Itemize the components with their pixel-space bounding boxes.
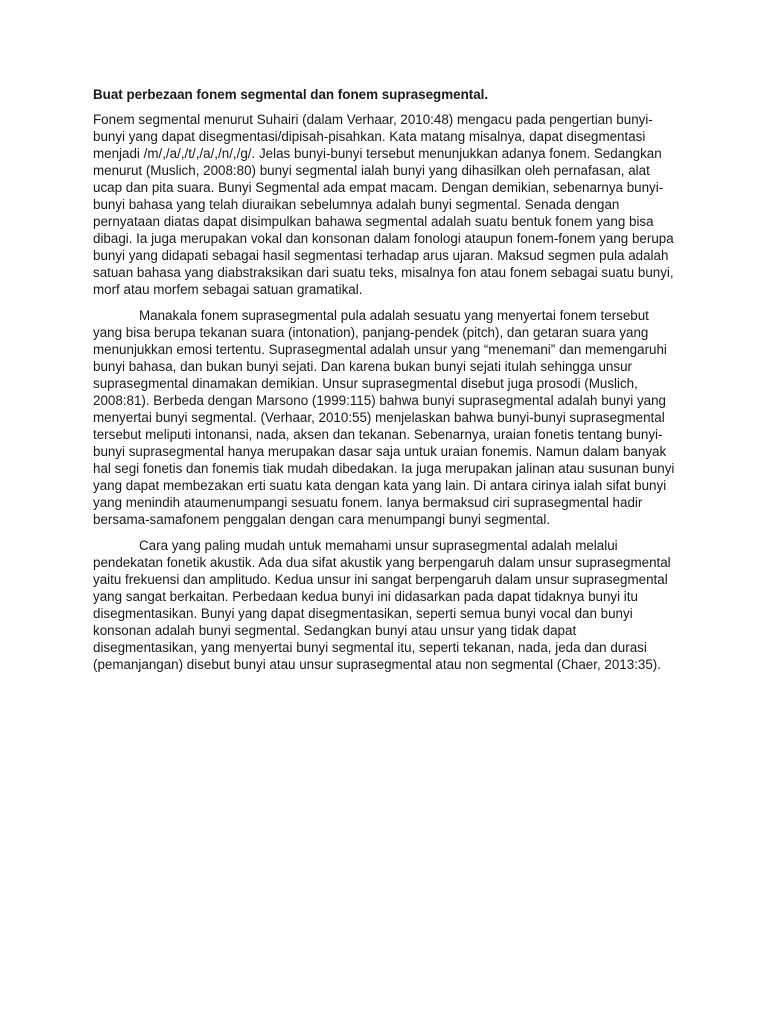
document-page: [93, 86, 675, 682]
paragraph-fonem-segmental: Fonem segmental menurut Suhairi (dalam Verhaar, 2010:48) mengacu pada pengertian bunyi-bunyi yang dapat disegmentasi/dipisah-pisahkan. Kata matang misalnya, dapat disegmentasi menjadi /m/,/a/,/t/,/a/,/n/,/g/. Jelas bunyi-bunyi tersebut menunjukkan adanya fonem. Sedangkan menurut (Muslich, 2008:80) bunyi segmental ialah bunyi yang dihasilkan oleh pernafasan, alat ucap dan pita suara. Bunyi Segmental ada empat macam. Dengan demikian, sebenarnya bunyi-bunyi bahasa yang telah diuraikan sebelumnya adalah bunyi segmental. Senada dengan pernyataan diatas dapat disimpulkan bahawa segmental adalah suatu bentuk fonem yang bisa dibagi. Ia juga merupakan vokal dan konsonan dalam fonologi ataupun fonem-fonem yang berupa bunyi yang didapati sebagai hasil segmentasi terhadap arus ujaran. Maksud segmen pula adalah satuan bahasa yang diabstraksikan dari suatu teks, misalnya fon atau fonem sebagai suatu bunyi, morf atau morfem sebagai satuan gramatikal.: [93, 112, 674, 297]
paragraph-fonem-suprasegmental: Manakala fonem suprasegmental pula adalah sesuatu yang menyertai fonem tersebut yang bisa berupa tekanan suara (intonation), panjang-pendek (pitch), dan getaran suara yang menunjukkan emosi tertentu. Suprasegmental adalah unsur yang “menemani” dan memengaruhi bunyi bahasa, dan bukan bunyi sejati. Dan karena bukan bunyi sejati itulah sehingga unsur suprasegmental dinamakan demikian. Unsur suprasegmental disebut juga prosodi (Muslich, 2008:81). Berbeda dengan Marsono (1999:115) bahwa bunyi suprasegmental adalah bunyi yang menyertai bunyi segmental. (Verhaar, 2010:55) menjelaskan bahwa bunyi-bunyi suprasegmental tersebut meliputi intonansi, nada, aksen dan tekanan. Sebenarnya, uraian fonetis tentang bunyi-bunyi suprasegmental hanya merupakan dasar saja untuk uraian fonemis. Namun dalam banyak hal segi fonetis dan fonemis tiak mudah dibedakan. Ia juga merupakan jalinan atau susunan bunyi yang dapat membezakan erti suatu kata dengan kata yang lain. Di antara cirinya ialah sifat bunyi yang menindih ataumenumpangi sesuatu fonem. Ianya bermaksud ciri suprasegmental hadir bersama-samafonem penggalan dengan cara menumpangi bunyi segmental.: [93, 308, 675, 527]
document-title: Buat perbezaan fonem segmental dan fonem suprasegmental.: [93, 87, 489, 102]
paragraph-fonetik-akustik: Cara yang paling mudah untuk memahami unsur suprasegmental adalah melalui pendekatan fonetik akustik. Ada dua sifat akustik yang berpengaruh dalam unsur suprasegmental yaitu frekuensi dan amplitudo. Kedua unsur ini sangat berpengaruh dalam unsur suprasegmental yang sangat berkaitan. Perbedaan kedua bunyi ini didasarkan pada dapat tidaknya bunyi itu disegmentasikan. Bunyi yang dapat disegmentasikan, seperti semua bunyi vocal dan bunyi konsonan adalah bunyi segmental. Sedangkan bunyi atau unsur yang tidak dapat disegmentasikan, yang menyertai bunyi segmental itu, seperti tekanan, nada, jeda dan durasi (pemanjangan) disebut bunyi atau unsur suprasegmental atau non segmental (Chaer, 2013:35).: [93, 538, 671, 672]
